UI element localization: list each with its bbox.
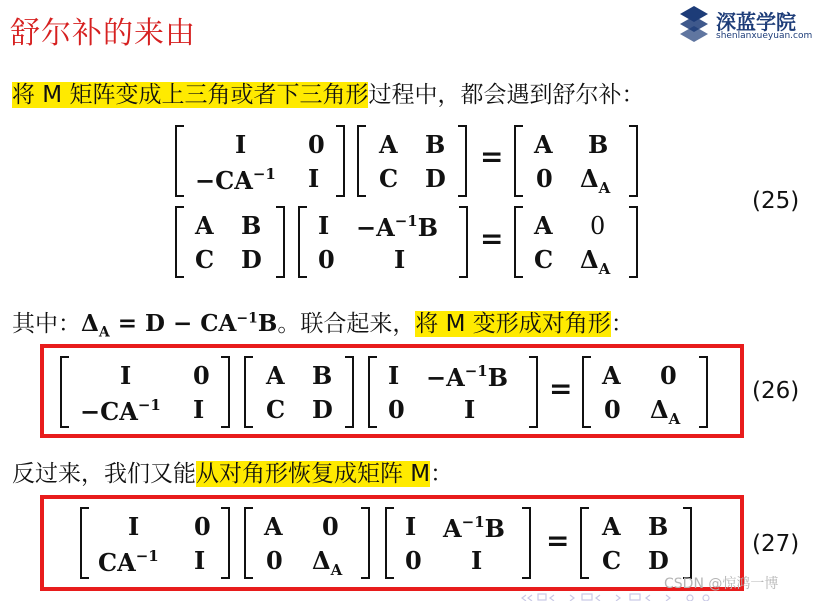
matrix-cell: 0 — [660, 361, 677, 390]
matrix-M — [175, 206, 285, 278]
equals-sign: = — [546, 524, 570, 557]
matrix-cell: A — [379, 130, 398, 159]
matrix-cell: C — [534, 245, 554, 274]
intro-highlight: 将 M 矩阵变成上三角或者下三角形 — [12, 82, 369, 108]
equation-number: (25) — [752, 188, 800, 214]
where-highlight: 将 M 变形成对角形 — [415, 311, 611, 337]
where-colon: ： — [610, 311, 634, 337]
where-suffix: 。联合起来， — [277, 311, 416, 337]
matrix-L-lower — [60, 356, 230, 428]
matrix-cell: C — [602, 546, 622, 575]
matrix-cell: $CA^{-1}$ — [98, 547, 159, 577]
matrix-cell: I — [128, 512, 140, 541]
matrix-cell: B — [588, 130, 609, 159]
where-line — [12, 305, 634, 341]
matrix-cell: I — [471, 546, 483, 575]
matrix-cell: I — [194, 546, 206, 575]
matrix-cell: I — [464, 395, 476, 424]
matrix-cell: 0 — [604, 395, 621, 424]
matrix-R-upper — [368, 356, 538, 428]
matrix-cell: $\Delta_A$ — [650, 395, 681, 428]
matrix-cell: D — [312, 395, 333, 424]
matrix-cell: 0 — [194, 512, 211, 541]
matrix-cell: 0 — [193, 361, 210, 390]
matrix-cell: B — [425, 130, 446, 159]
matrix-M — [357, 125, 467, 197]
matrix-cell: I — [394, 245, 406, 274]
page-title: 舒尔补的来由 — [10, 16, 196, 51]
matrix-cell: B — [648, 512, 669, 541]
matrix-cell: B — [312, 361, 333, 390]
matrix-cell: D — [241, 245, 262, 274]
matrix-cell: B — [241, 211, 262, 240]
matrix-cell: $\Delta_A$ — [312, 546, 343, 579]
matrix-cell: I — [388, 361, 400, 390]
matrix-cell: I — [405, 512, 417, 541]
matrix-cell: I — [318, 211, 330, 240]
where-prefix: 其中： — [12, 311, 81, 337]
matrix-cell: $-CA^{-1}$ — [80, 396, 161, 426]
matrix-cell: $\Delta_A$ — [580, 164, 611, 197]
schur-formula: $\Delta_A = D - CA^{-1}B$ — [81, 310, 278, 341]
matrix-cell: D — [648, 546, 669, 575]
matrix-cell: 0 — [318, 245, 335, 274]
matrix-R-upper — [298, 206, 468, 278]
matrix-diagonal — [582, 356, 708, 428]
matrix-cell: C — [266, 395, 286, 424]
matrix-cell: I — [120, 361, 132, 390]
matrix-diagonal — [244, 507, 370, 579]
matrix-M — [580, 507, 692, 579]
matrix-cell: A — [602, 512, 621, 541]
matrix-cell: A — [534, 130, 553, 159]
matrix-R-upper-inverse — [385, 507, 531, 579]
reverse-prefix: 反过来，我们又能 — [12, 461, 196, 487]
matrix-cell: D — [425, 164, 446, 193]
matrix-cell: I — [235, 130, 247, 159]
matrix-L-lower — [175, 125, 345, 197]
matrix-cell: 0 — [266, 546, 283, 575]
equals-sign: = — [480, 222, 504, 255]
beamer-nav-icons[interactable] — [520, 590, 814, 601]
watermark: CSDN @惊鸿一博 — [664, 576, 779, 592]
intro-line — [12, 76, 644, 109]
matrix-cell: $-CA^{-1}$ — [195, 165, 276, 195]
matrix-cell: 0 — [322, 512, 339, 541]
equals-sign: = — [549, 372, 573, 405]
matrix-cell: A — [264, 512, 283, 541]
matrix-cell: 0 — [590, 212, 606, 240]
matrix-cell: $-A^{-1}B$ — [356, 212, 439, 242]
matrix-cell: 0 — [308, 130, 325, 159]
matrix-upper — [514, 125, 638, 197]
matrix-cell: 0 — [405, 546, 422, 575]
matrix-cell: $\Delta_A$ — [580, 245, 611, 278]
matrix-cell: 0 — [388, 395, 405, 424]
matrix-cell: C — [195, 245, 215, 274]
equation-number: (26) — [752, 378, 800, 404]
matrix-cell: $A^{-1}B$ — [443, 513, 505, 543]
intro-rest: 过程中，都会遇到舒尔补： — [368, 82, 645, 108]
matrix-cell: 0 — [536, 164, 553, 193]
reverse-line — [12, 455, 453, 488]
equals-sign: = — [480, 140, 504, 173]
reverse-highlight: 从对角形恢复成矩阵 M — [196, 461, 431, 487]
matrix-cell: A — [195, 211, 214, 240]
logo-url: shenlanxueyuan.com — [716, 31, 813, 41]
matrix-cell: C — [379, 164, 399, 193]
matrix-cell: A — [266, 361, 285, 390]
equation-number: (27) — [752, 531, 800, 557]
matrix-lower — [514, 206, 638, 278]
reverse-colon: ： — [430, 461, 454, 487]
matrix-cell: A — [534, 211, 553, 240]
matrix-L-lower-inverse — [80, 507, 230, 579]
matrix-cell: A — [602, 361, 621, 390]
matrix-cell: $-A^{-1}B$ — [426, 362, 509, 392]
matrix-M — [244, 356, 354, 428]
logo-name: 深蓝学院 — [716, 10, 796, 34]
matrix-cell: I — [193, 395, 205, 424]
matrix-cell: I — [308, 164, 320, 193]
